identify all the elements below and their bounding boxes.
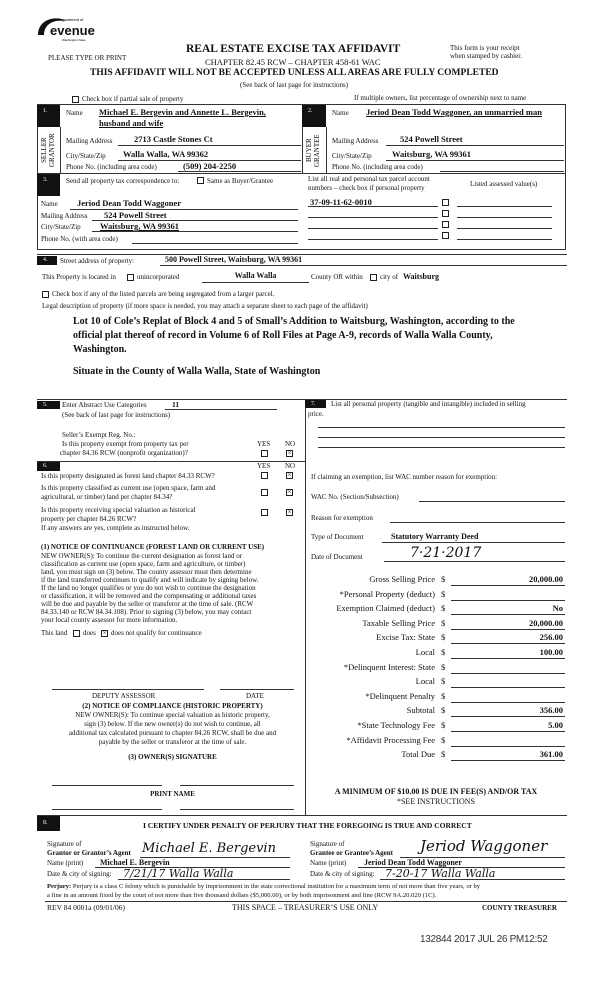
treasurer-stamp: 132844 2017 JUL 26 PM12:52: [420, 934, 548, 945]
minimum-due-note: A MINIMUM OF $10.00 IS DUE IN FEE(S) AND/OR TAX: [334, 787, 538, 796]
label: numbers – check box if personal property: [308, 184, 425, 192]
buyer-name[interactable]: Jeriod Dean Todd Waggoner, an unmarried man: [366, 107, 542, 117]
grantor-signature[interactable]: Michael E. Bergevin: [142, 841, 276, 856]
nonprofit-no-checkbox[interactable]: ×: [287, 449, 292, 457]
label: City/State/Zip: [41, 223, 81, 231]
buyer-address[interactable]: 524 Powell Street: [400, 134, 463, 144]
label: unincorporated: [137, 273, 180, 281]
svg-text:evenue: evenue: [50, 23, 95, 38]
receipt-note: when stamped by cashier.: [450, 52, 522, 60]
label: This land: [41, 629, 68, 637]
grantor-print-name[interactable]: Michael E. Bergevin: [100, 858, 170, 867]
currency-sign: $: [441, 749, 446, 760]
grantee-print-name[interactable]: Jeriod Dean Todd Waggoner: [364, 858, 462, 867]
label: If claiming an exemption, list WAC number reason for exemption:: [311, 473, 498, 481]
historical-yes-checkbox[interactable]: [261, 509, 268, 516]
fee-row: [305, 735, 565, 748]
does-not-qualify-checkbox[interactable]: ×: [102, 629, 107, 637]
fee-row: [305, 720, 565, 733]
correspondence-address[interactable]: 524 Powell Street: [104, 210, 167, 220]
currency-sign: $: [441, 588, 446, 599]
fee-value[interactable]: 5.00: [548, 720, 563, 730]
label: Mailing Address: [332, 137, 379, 145]
form-title: REAL ESTATE EXCISE TAX AFFIDAVIT: [186, 43, 401, 55]
partial-sale-label: Check box if partial sale of property: [82, 95, 184, 103]
legal-description: official plat thereof of record in Volume 6 of Roll Files at Page A-9, records of Walla Walla County,: [73, 330, 493, 341]
fee-row: [305, 662, 565, 675]
fee-label: *Delinquent Interest: State: [343, 661, 435, 672]
warning-line: THIS AFFIDAVIT WILL NOT BE ACCEPTED UNLESS ALL AREAS ARE FULLY COMPLETED: [90, 68, 499, 78]
please-type-label: PLEASE TYPE OR PRINT: [48, 54, 127, 62]
seller-address[interactable]: 2713 Castle Stones Ct: [134, 134, 213, 144]
notice-text: or classification, it will be removed and the compensating or additional taxes: [41, 592, 257, 600]
historical-no-checkbox[interactable]: ×: [287, 508, 292, 516]
section-8-badge: 8.: [37, 816, 60, 831]
currency-sign: $: [441, 617, 446, 628]
notice-text: your local county assessor for more information.: [41, 616, 178, 624]
section-7-badge: 7.: [305, 400, 326, 408]
label: Name (print): [310, 859, 347, 867]
assessed-value-line: [457, 217, 552, 218]
fee-row: [305, 603, 565, 616]
current-use-yes-checkbox[interactable]: [261, 489, 268, 496]
correspondence-city[interactable]: Waitsburg, WA 99361: [100, 221, 179, 231]
seller-grantor-label: SELLER GRANTOR: [40, 133, 56, 168]
assessed-value-line: [457, 228, 552, 229]
fee-value[interactable]: 361.00: [539, 749, 563, 760]
label: Name (print): [47, 859, 84, 867]
fee-line: [451, 673, 565, 674]
notice-text: 84.33.140 or RCW 84.34.108). Prior to signing (3) below, you may contact: [41, 608, 252, 616]
parcel-line: [308, 217, 438, 218]
currency-sign: $: [441, 734, 446, 745]
notice-text: sign (3) below. If the new owner(s) do not wish to continue, all: [84, 720, 261, 728]
fee-line: [451, 614, 565, 615]
currency-sign: $: [441, 720, 446, 730]
fee-row: [305, 632, 565, 645]
fee-line: [451, 585, 565, 586]
question: property per chapter 84.26 RCW?: [41, 515, 137, 523]
label: Date & city of signing:: [310, 870, 375, 878]
fee-line: [451, 643, 565, 644]
label: Mailing Address: [66, 137, 113, 145]
label: YES: [257, 440, 271, 448]
label: does: [83, 629, 96, 637]
chapter-line: CHAPTER 82.45 RCW – CHAPTER 458-61 WAC: [205, 57, 381, 67]
svg-text:Department of: Department of: [58, 17, 84, 22]
date-label: DATE: [246, 692, 264, 700]
county-treasurer-label: COUNTY TREASURER: [482, 904, 557, 912]
label: Mailing Address: [41, 212, 88, 220]
notice-text: land, you must sign on (3) below. The county assessor must then determine: [41, 568, 252, 576]
question: chapter 84.36 RCW (nonprofit organization)?: [60, 449, 188, 457]
notice-text: NEW OWNER(S): To continue special valuation as historic property,: [75, 711, 270, 719]
label: Listed assessed value(s): [470, 180, 538, 188]
currency-sign: $: [441, 632, 446, 643]
nonprofit-yes-checkbox[interactable]: [261, 450, 268, 457]
fee-label: *Personal Property (deduct): [339, 588, 435, 599]
current-use-no-checkbox[interactable]: ×: [287, 488, 292, 496]
grantee-date-city[interactable]: 7-20-17 Walla Walla: [385, 867, 496, 880]
abstract-use-category[interactable]: 11: [172, 400, 180, 409]
section-3-badge: 3.: [37, 174, 60, 196]
label: Name: [66, 109, 83, 117]
currency-sign: $: [441, 647, 446, 657]
notice-continuance-title: (1) NOTICE OF CONTINUANCE (FOREST LAND OR CURRENT USE): [41, 543, 265, 551]
currency-sign: $: [441, 705, 446, 716]
label: Grantor or Grantor’s Agent: [47, 849, 131, 857]
seller-name-cont[interactable]: husband and wife: [99, 118, 164, 128]
currency-sign: $: [441, 690, 446, 701]
fee-value[interactable]: 100.00: [539, 647, 563, 657]
perjury-text: a fine in an amount fixed by the court of not more than five thousand dollars ($5,000.00), or by both imprisonment and fine (RCW 9A.20.020 (1C).: [47, 892, 437, 899]
fee-value[interactable]: No: [552, 603, 563, 614]
fee-line: [451, 658, 565, 659]
certification-statement: I CERTIFY UNDER PENALTY OF PERJURY THAT THE FOREGOING IS TRUE AND CORRECT: [143, 821, 472, 830]
personal-property-checkbox[interactable]: [442, 210, 449, 217]
notice-text: payable by the seller or transferor at the time of sale.: [98, 738, 247, 746]
personal-property-checkbox[interactable]: [442, 199, 449, 206]
fee-row: [305, 705, 565, 718]
treasurer-use-label: THIS SPACE – TREASURER’S USE ONLY: [232, 903, 379, 912]
label: County OR within: [311, 273, 363, 281]
see-back-note: (See back of last page for instructions): [240, 81, 349, 89]
fee-value[interactable]: 20,000.00: [529, 617, 563, 628]
legal-description: Washington.: [73, 344, 127, 355]
fee-row: [305, 574, 565, 587]
fee-line: [451, 629, 565, 630]
label: Name: [332, 109, 349, 117]
currency-sign: $: [441, 676, 446, 687]
dor-logo: [36, 13, 96, 43]
legal-description: Lot 10 of Cole’s Replat of Block 4 and 5 of Small’s Addition to Waitsburg, Washington, according to the: [73, 316, 515, 327]
assessed-value-line: [457, 206, 552, 207]
instruction: If any answers are yes, complete as instructed below.: [41, 524, 190, 532]
deputy-assessor-label: DEPUTY ASSESSOR: [92, 692, 156, 700]
question: Is this property receiving special valuation as historical: [41, 506, 196, 514]
question: Is this property exempt from property tax per: [62, 440, 189, 448]
seller-city[interactable]: Walla Walla, WA 99362: [123, 149, 209, 159]
personal-property-checkbox[interactable]: [442, 232, 449, 239]
perjury-text: Perjury is a class C felony which is punishable by imprisonment in the state correctional institution for a maximum term of not more than five years, or by: [72, 883, 481, 890]
fee-label: Exemption Claimed (deduct): [336, 603, 435, 614]
label: YES: [257, 462, 271, 470]
receipt-note: This form is your receipt: [450, 44, 520, 52]
label: NO: [285, 440, 296, 448]
fee-row: [305, 618, 565, 631]
fee-line: [451, 716, 565, 717]
fee-label: *Delinquent Penalty: [365, 690, 435, 701]
owner-signature-label: (3) OWNER(S) SIGNATURE: [128, 753, 217, 761]
label: Legal description of property (if more space is needed, you may attach a separate sheet to each page of the affidavit): [42, 302, 368, 310]
label: Name: [41, 200, 58, 208]
label: Date of Document: [311, 553, 363, 561]
forest-yes-checkbox[interactable]: [261, 472, 268, 479]
notice-text: If the land no longer qualifies or you do not wish to continue the designation: [41, 584, 256, 592]
section-1-badge: 1.: [37, 105, 60, 127]
grantor-date-city[interactable]: 7/21/17 Walla Walla: [123, 867, 234, 880]
print-name-label: PRINT NAME: [150, 790, 195, 798]
fee-line: [451, 702, 565, 703]
section-4-badge: 4.: [37, 256, 57, 265]
fee-label: Local: [415, 647, 435, 657]
property-street-address[interactable]: 500 Powell Street, Waitsburg, WA 99361: [165, 255, 303, 264]
fee-label: Gross Selling Price: [369, 574, 435, 584]
currency-sign: $: [441, 661, 446, 672]
label: Seller’s Exempt Reg. No.:: [62, 431, 136, 439]
currency-sign: $: [441, 603, 446, 614]
grantee-signature[interactable]: Jeriod Waggoner: [420, 837, 548, 855]
label: Street address of property:: [60, 257, 135, 265]
label: Phone No. (with area code): [41, 235, 118, 243]
label: City/State/Zip: [66, 152, 106, 160]
correspondence-name[interactable]: Jeriod Dean Todd Waggoner: [77, 198, 181, 208]
fee-label: Total Due: [401, 749, 435, 760]
assessed-value-line: [457, 239, 552, 240]
form-revision: REV 84 0001a (09/01/06): [47, 903, 125, 912]
label: Same as Buyer/Grantee: [207, 177, 274, 185]
property-city[interactable]: Waitsburg: [403, 272, 440, 281]
fee-row: [305, 589, 565, 602]
parcel-number[interactable]: 37-09-11-62-0010: [310, 197, 372, 207]
segregated-checkbox[interactable]: [42, 291, 49, 298]
fee-label: Excise Tax: State: [376, 632, 435, 643]
fee-line: [451, 687, 565, 688]
label: Phone No. (including area code): [66, 163, 157, 171]
fee-label: Subtotal: [406, 705, 435, 716]
svg-text:Washington State: Washington State: [62, 38, 86, 42]
parcel-line: [308, 206, 438, 207]
fee-label: Taxable Selling Price: [362, 617, 435, 628]
fee-line: [451, 746, 565, 747]
fee-value[interactable]: 20,000.00: [529, 574, 563, 584]
label: Type of Document: [311, 533, 364, 541]
personal-property-checkbox[interactable]: [442, 221, 449, 228]
label: Reason for exemption: [311, 514, 373, 522]
question: Is this property designated as forest land chapter 84.33 RCW?: [41, 472, 215, 480]
see-instructions-note: *SEE INSTRUCTIONS: [396, 797, 475, 806]
multiple-owners-note: If multiple owners, list percentage of ownership next to name: [354, 94, 527, 102]
label: Phone No. (including area code): [332, 163, 423, 171]
fee-row: [305, 647, 565, 660]
label: does not qualify for continuance: [111, 629, 202, 637]
notice-text: if the land transferred continues to qualify and will indicate by signing below.: [41, 576, 259, 584]
seller-phone[interactable]: (509) 204-2250: [183, 161, 237, 171]
label: city of: [380, 273, 399, 281]
label: Send all property tax correspondence to:: [66, 177, 180, 185]
perjury-label: Perjury:: [47, 883, 72, 890]
label: Signature of: [310, 840, 345, 848]
forest-no-checkbox[interactable]: ×: [287, 471, 292, 479]
fee-row: [305, 676, 565, 689]
parcel-line: [308, 239, 438, 240]
label: WAC No. (Section/Subsection): [311, 493, 399, 501]
question: Is this property classified as current use (open space, farm and: [41, 484, 216, 492]
unincorporated-checkbox[interactable]: [127, 274, 134, 281]
same-as-buyer-checkbox[interactable]: [197, 177, 204, 184]
document-type[interactable]: Statutory Warranty Deed: [391, 532, 479, 541]
label: price.: [308, 410, 324, 418]
buyer-grantee-label: BUYER GRANTEE: [305, 134, 321, 167]
label: Check box if any of the listed parcels are being segregated from a larger parcel.: [52, 290, 275, 298]
label: This Property is located in: [42, 273, 116, 281]
label: Signature of: [47, 840, 82, 848]
notice-text: NEW OWNER(S): To continue the current designation as forest land or: [41, 552, 243, 560]
document-date[interactable]: 7·21·2017: [410, 545, 482, 561]
notice-text: classification as current use (open space, farm and agriculture, or timber): [41, 560, 246, 568]
buyer-city[interactable]: Waitsburg, WA 99361: [392, 149, 471, 159]
label: NO: [285, 462, 296, 470]
section-5-badge: 5.: [37, 401, 60, 409]
does-qualify-checkbox[interactable]: [73, 630, 80, 637]
property-county[interactable]: Walla Walla: [234, 271, 277, 280]
notice-text: additional tax calculated pursuant to chapter 84.26 RCW, shall be due and: [68, 729, 277, 737]
fee-row: [305, 749, 565, 762]
fee-row: [305, 691, 565, 704]
label: List all personal property (tangible and intangible) included in selling: [331, 400, 526, 408]
section-2-badge: 2.: [302, 105, 326, 127]
notice-text: will be due and payable by the seller or transferor at the time of sale. (RCW: [41, 600, 254, 608]
seller-name[interactable]: Michael E. Bergevin and Annette L. Bergevin,: [99, 107, 266, 117]
label: Date & city of signing:: [47, 870, 112, 878]
fee-value[interactable]: 256.00: [539, 632, 563, 643]
question: agricultural, or timber) land per chapter 84.34?: [41, 493, 173, 501]
city-checkbox[interactable]: [370, 274, 377, 281]
section-6-badge: 6.: [37, 462, 60, 471]
label: Grantee or Grantee’s Agent: [310, 849, 394, 857]
fee-line: [451, 731, 565, 732]
fee-line: [451, 760, 565, 761]
label: (See back of last page for instructions): [62, 411, 171, 419]
label: City/State/Zip: [332, 152, 372, 160]
fee-label: *Affidavit Processing Fee: [346, 734, 435, 745]
fee-label: Local: [415, 676, 435, 687]
fee-label: *State Technology Fee: [357, 720, 435, 730]
label: List all real and personal tax parcel account: [308, 175, 430, 183]
label: Enter Abstract Use Categories: [62, 401, 147, 409]
situate-line: Situate in the County of Walla Walla, State of Washington: [73, 366, 321, 377]
parcel-line: [308, 228, 438, 229]
currency-sign: $: [441, 574, 446, 584]
notice-compliance-title: (2) NOTICE OF COMPLIANCE (HISTORIC PROPERTY): [82, 702, 263, 710]
fee-line: [451, 600, 565, 601]
fee-value[interactable]: 356.00: [539, 705, 563, 716]
partial-sale-checkbox[interactable]: [72, 96, 79, 103]
